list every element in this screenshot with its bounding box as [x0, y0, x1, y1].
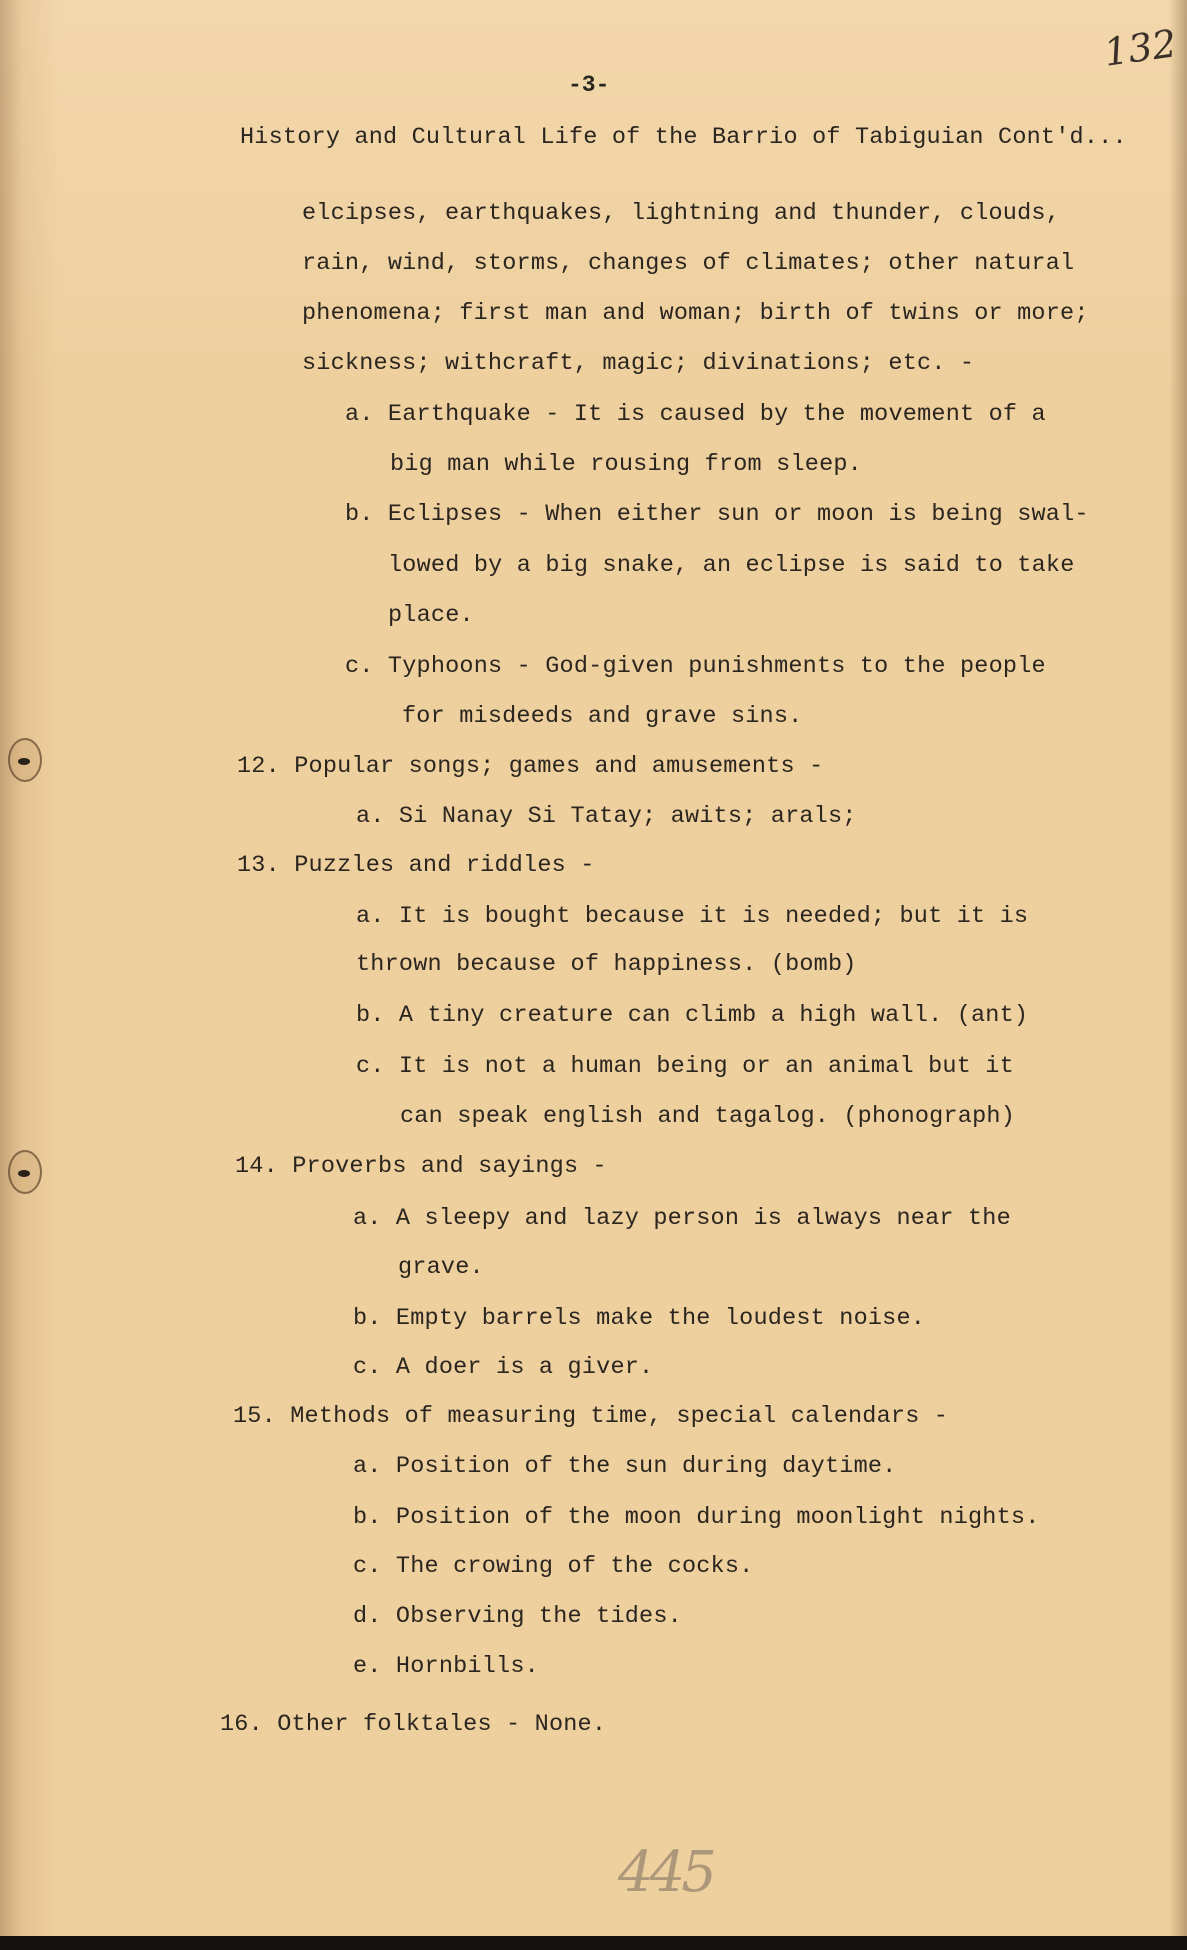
- scan-edge: [0, 1936, 1187, 1950]
- section-12-heading: 12. Popular songs; games and amusements -: [237, 753, 824, 780]
- eclipses-item: b. Eclipses - When either sun or moon is being swal-: [345, 501, 1089, 528]
- time-method-item: e. Hornbills.: [353, 1653, 539, 1680]
- binding-hole: [8, 1150, 42, 1194]
- time-method-item: b. Position of the moon during moonlight nights.: [353, 1504, 1040, 1531]
- intro-line: sickness; withcraft, magic; divinations; etc. -: [302, 350, 975, 377]
- intro-line: phenomena; first man and woman; birth of twins or more;: [302, 300, 1089, 327]
- intro-line: rain, wind, storms, changes of climates; other natural: [302, 250, 1075, 277]
- folio-number: 132: [1101, 21, 1180, 75]
- earthquake-item-cont: big man while rousing from sleep.: [390, 451, 862, 478]
- page-number: -3-: [568, 72, 610, 98]
- riddle-item-cont: thrown because of happiness. (bomb): [356, 951, 857, 978]
- section-14-heading: 14. Proverbs and sayings -: [235, 1153, 607, 1180]
- typhoons-item-cont: for misdeeds and grave sins.: [402, 703, 803, 730]
- typhoons-item: c. Typhoons - God-given punishments to the people: [345, 653, 1046, 680]
- earthquake-item: a. Earthquake - It is caused by the movement of a: [345, 401, 1046, 428]
- section-15-heading: 15. Methods of measuring time, special calendars -: [233, 1403, 949, 1430]
- time-method-item: a. Position of the sun during daytime.: [353, 1453, 897, 1480]
- riddle-item: c. It is not a human being or an animal but it: [356, 1053, 1014, 1080]
- section-12-item: a. Si Nanay Si Tatay; awits; arals;: [356, 803, 857, 830]
- riddle-item: a. It is bought because it is needed; but it is: [356, 903, 1029, 930]
- eclipses-item-cont: lowed by a big snake, an eclipse is said to take: [388, 552, 1075, 579]
- time-method-item: c. The crowing of the cocks.: [353, 1553, 754, 1580]
- eclipses-item-cont: place.: [388, 602, 474, 629]
- section-13-heading: 13. Puzzles and riddles -: [237, 852, 595, 879]
- riddle-item: b. A tiny creature can climb a high wall. (ant): [356, 1002, 1029, 1029]
- archive-number: 445: [618, 1840, 713, 1905]
- section-16: 16. Other folktales - None.: [220, 1711, 607, 1738]
- proverb-item: b. Empty barrels make the loudest noise.: [353, 1305, 926, 1332]
- time-method-item: d. Observing the tides.: [353, 1603, 682, 1630]
- proverb-item: a. A sleepy and lazy person is always near the: [353, 1205, 1011, 1232]
- page-header: History and Cultural Life of the Barrio of Tabiguian Cont'd...: [240, 124, 1127, 151]
- proverb-item: c. A doer is a giver.: [353, 1354, 654, 1381]
- riddle-item-cont: can speak english and tagalog. (phonograph): [400, 1103, 1015, 1130]
- binding-hole: [8, 738, 42, 782]
- proverb-item-cont: grave.: [398, 1254, 484, 1281]
- intro-line: elcipses, earthquakes, lightning and thunder, clouds,: [302, 200, 1061, 227]
